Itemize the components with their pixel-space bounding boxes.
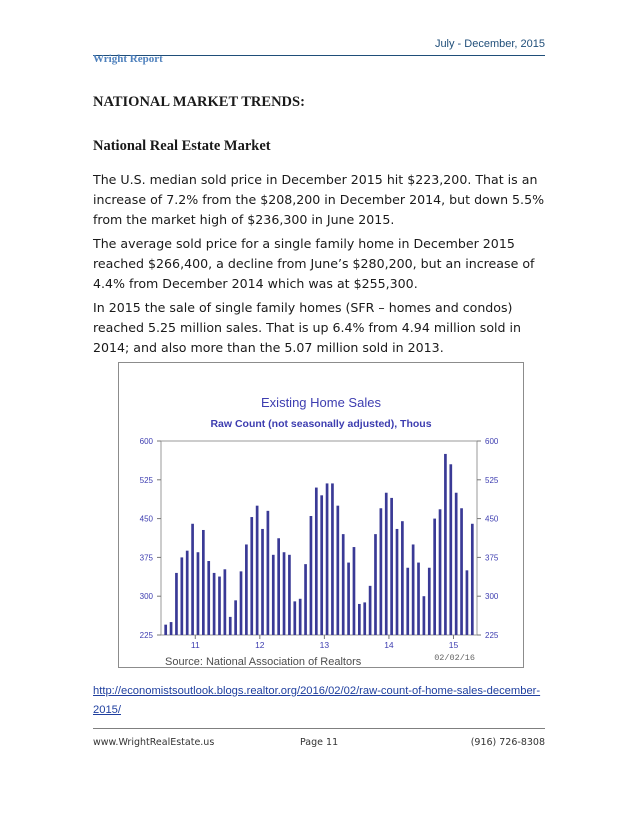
y-tick-label-left: 225 (139, 631, 153, 640)
bar (417, 563, 420, 635)
footer-phone: (916) 726-8308 (470, 737, 545, 748)
y-tick-label-left: 525 (139, 475, 153, 485)
bar (358, 604, 361, 635)
bar (180, 557, 183, 635)
chart-title: Existing Home Sales (261, 395, 381, 410)
x-tick-label: 15 (448, 640, 459, 650)
footer-rule (93, 728, 545, 729)
chart-date-stamp: 02/02/16 (434, 653, 475, 663)
bar (331, 483, 334, 635)
bar (315, 488, 318, 635)
bar (310, 516, 313, 635)
bar (224, 569, 227, 635)
bar (369, 586, 372, 635)
bar (466, 570, 469, 635)
chart-source: Source: National Association of Realtors (165, 656, 362, 667)
y-tick-label-right: 525 (485, 475, 499, 485)
bar (336, 506, 339, 635)
bar (326, 483, 329, 635)
bar (423, 596, 426, 635)
bar (250, 517, 253, 635)
source-link[interactable]: http://economistsoutlook.blogs.realtor.org/2016/02/02/raw-count-of-home-sales-december-2015/ (93, 685, 541, 716)
bar (186, 551, 189, 635)
bar (218, 577, 221, 635)
footer-page-number: Page 11 (300, 737, 339, 748)
bar (320, 495, 323, 635)
bar (261, 529, 264, 635)
bar (240, 571, 243, 635)
bar (170, 622, 173, 635)
existing-home-sales-chart (118, 362, 524, 668)
chart-svg (119, 363, 523, 667)
bar (363, 602, 366, 635)
bar (380, 508, 383, 635)
y-tick-label-left: 450 (139, 514, 153, 524)
paragraph-average-price: The average sold price for a single family home in December 2015 reached $266,400, a decline from June’s $280,200, but an increase of 4.4% from December 2014 which was at $255,300. (93, 236, 535, 291)
bar (277, 538, 280, 635)
bar (234, 600, 237, 635)
y-tick-label-right: 375 (485, 553, 499, 563)
bar (197, 552, 200, 635)
bar (213, 573, 216, 635)
bar (385, 493, 388, 635)
bar (191, 524, 194, 635)
y-tick-label-right: 600 (485, 437, 499, 446)
bar (353, 547, 356, 635)
bar (267, 511, 270, 635)
bar (164, 625, 167, 635)
bar (460, 508, 463, 635)
x-tick-label: 12 (255, 640, 265, 650)
paragraph-median-price: The U.S. median sold price in December 2015 hit $223,200. That is an increase of 7.2% from the $208,200 in December 2014, but down 5.5% from the market high of $236,300 in June 2015. (93, 172, 545, 227)
y-tick-label-left: 600 (139, 437, 153, 446)
bar (283, 552, 286, 635)
chart-plot-area (140, 437, 499, 650)
bar (293, 601, 296, 635)
bar (202, 530, 205, 635)
bar (412, 544, 415, 635)
y-tick-label-right: 300 (485, 592, 499, 602)
bar (471, 524, 474, 635)
bar (390, 498, 393, 635)
bar (428, 568, 431, 635)
bar (433, 519, 436, 635)
bar (342, 534, 345, 635)
footer-website[interactable]: www.WrightRealEstate.us (93, 737, 215, 748)
y-tick-label-right: 450 (485, 514, 499, 524)
bar (401, 521, 404, 635)
bar (245, 544, 248, 635)
bar (455, 493, 458, 635)
bar (439, 509, 442, 635)
bar (347, 563, 350, 635)
section-title: NATIONAL MARKET TRENDS: (93, 94, 305, 110)
bar (229, 617, 232, 635)
x-tick-label: 13 (319, 640, 330, 650)
bar (256, 506, 259, 635)
bar (207, 561, 210, 635)
bar (304, 564, 307, 635)
bar (444, 454, 447, 635)
bar (449, 464, 452, 635)
bar (406, 568, 409, 635)
y-tick-label-right: 225 (485, 631, 499, 640)
bar (288, 555, 291, 635)
bar (175, 573, 178, 635)
x-tick-label: 14 (384, 640, 394, 650)
y-tick-label-left: 375 (139, 553, 153, 563)
bar (374, 534, 377, 635)
y-tick-label-left: 300 (139, 592, 153, 602)
paragraph-sales-volume: In 2015 the sale of single family homes (SFR – homes and condos) reached 5.25 million sales. That is up 6.4% from 4.94 million sold in 2014; and also more than the 5.07 million sold in 2013. (93, 300, 522, 355)
x-tick-label: 11 (190, 640, 200, 650)
bar (396, 529, 399, 635)
bar (299, 599, 302, 635)
subsection-title: National Real Estate Market (93, 138, 271, 154)
header-report-title: Wright Report (93, 53, 163, 65)
header-date-range: July - December, 2015 (434, 38, 545, 50)
bar (272, 555, 275, 635)
chart-subtitle: Raw Count (not seasonally adjusted), Thous (210, 418, 432, 430)
